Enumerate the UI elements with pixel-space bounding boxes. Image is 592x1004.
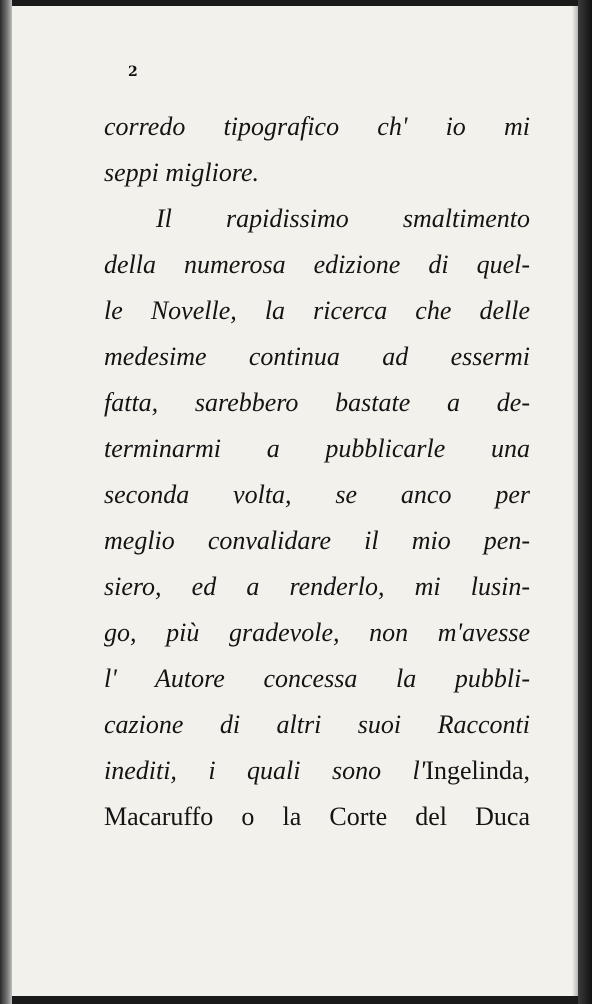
text-line: meglio convalidare il mio pen- — [104, 526, 530, 555]
text-line: corredo tipografico ch' io mi — [104, 112, 530, 141]
text-line-upright-part: Ingelinda, — [425, 756, 530, 785]
text-line: Il rapidissimo smaltimento — [156, 204, 530, 233]
text-line: seppi migliore. — [104, 158, 260, 187]
text-line: go, più gradevole, non m'avesse — [104, 618, 530, 647]
text-line: della numerosa edizione di quel- — [104, 250, 530, 279]
text-line: medesime continua ad essermi — [104, 342, 530, 371]
text-line: cazione di altri suoi Racconti — [104, 710, 530, 739]
text-line: l' Autore concessa la pubbli- — [104, 664, 530, 693]
text-line: seconda volta, se anco per — [104, 480, 530, 509]
text-line: siero, ed a renderlo, mi lusin- — [104, 572, 530, 601]
text-line: terminarmi a pubblicarle una — [104, 434, 530, 463]
text-line: Macaruffo o la Corte del Duca — [104, 802, 530, 831]
text-line-italic-part: inediti, i quali sono l' — [104, 756, 426, 785]
page-number: 2 — [128, 64, 138, 80]
book-right-edge — [578, 0, 592, 1004]
text-line: fatta, sarebbero bastate a de- — [104, 388, 530, 417]
page-text — [104, 104, 530, 840]
book-spine-edge — [0, 0, 12, 1004]
text-line: le Novelle, la ricerca che delle — [104, 296, 530, 325]
text-line — [104, 748, 530, 794]
